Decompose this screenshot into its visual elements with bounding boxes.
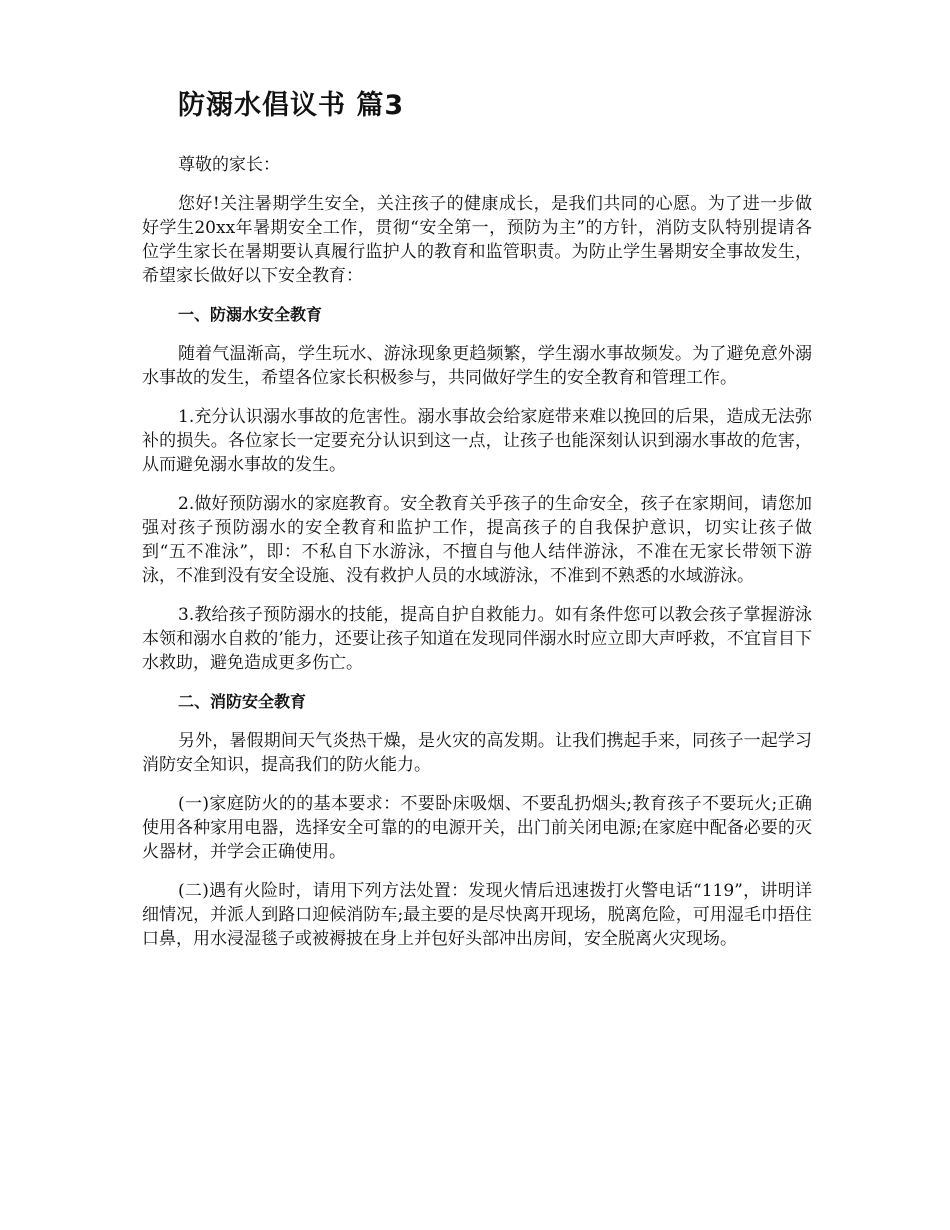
paragraph: 随着气温渐高，学生玩水、游泳现象更趋频繁，学生溺水事故频发。为了避免意外溺水事故的发生，希望各位家长积极参与，共同做好学生的安全教育和管理工作。: [142, 344, 812, 388]
paragraph: 3.教给孩子预防溺水的技能，提高自护自救能力。如有条件您可以教会孩子掌握游泳本领和溺水自救的’能力，还要让孩子知道在发现同伴溺水时应立即大声呼救，不宜盲目下水救助，避免造成更多伤亡。: [142, 605, 812, 673]
paragraph: 1.充分认识溺水事故的危害性。溺水事故会给家庭带来难以挽回的后果，造成无法弥补的损失。各位家长一定要充分认识到这一点，让孩子也能深刻认识到溺水事故的危害，从而避免溺水事故的发生。: [142, 407, 812, 475]
document-body: [142, 153, 812, 966]
paragraph: (一)家庭防火的的基本要求：不要卧床吸烟、不要乱扔烟头;教育孩子不要玩火;正确使用各种家用电器，选择安全可靠的的电源开关，出门前关闭电源;在家庭中配备必要的灭火器材，并学会正确使用。: [142, 794, 812, 862]
intro-paragraph: 您好!关注暑期学生安全，关注孩子的健康成长，是我们共同的心愿。为了进一步做好学生20xx年暑期安全工作，贯彻“安全第一，预防为主”的方针，消防支队特别提请各位学生家长在暑期要认真履行监护人的教育和监管职责。为防止学生暑期安全事故发生，希望家长做好以下安全教育：: [142, 194, 812, 286]
paragraph: 另外，暑假期间天气炎热干燥，是火灾的高发期。让我们携起手来，同孩子一起学习消防安全知识，提高我们的防火能力。: [142, 731, 812, 775]
salutation: 尊敬的家长：: [178, 155, 280, 175]
paragraph: 2.做好预防溺水的家庭教育。安全教育关乎孩子的生命安全，孩子在家期间，请您加强对孩子预防溺水的安全教育和监护工作，提高孩子的自我保护意识，切实让孩子做到“五不准泳”，即：不私自下水游泳，不擅自与他人结伴游泳，不准在无家长带领下游泳，不准到没有安全设施、没有救护人员的水域游泳，不准到不熟悉的水域游泳。: [142, 494, 812, 586]
section-heading-drowning: 一、防溺水安全教育: [178, 305, 323, 324]
paragraph: (二)遇有火险时，请用下列方法处置：发现火情后迅速拨打火警电话“119”，讲明详细情况，并派人到路口迎候消防车;最主要的是尽快离开现场，脱离危险，可用湿毛巾捂住口鼻，用水浸湿毯子或被褥披在身上并包好头部冲出房间，安全脱离火灾现场。: [142, 881, 812, 949]
section-heading-fire: 二、消防安全教育: [178, 692, 307, 711]
document-title: 防溺水倡议书 篇3: [178, 90, 405, 121]
